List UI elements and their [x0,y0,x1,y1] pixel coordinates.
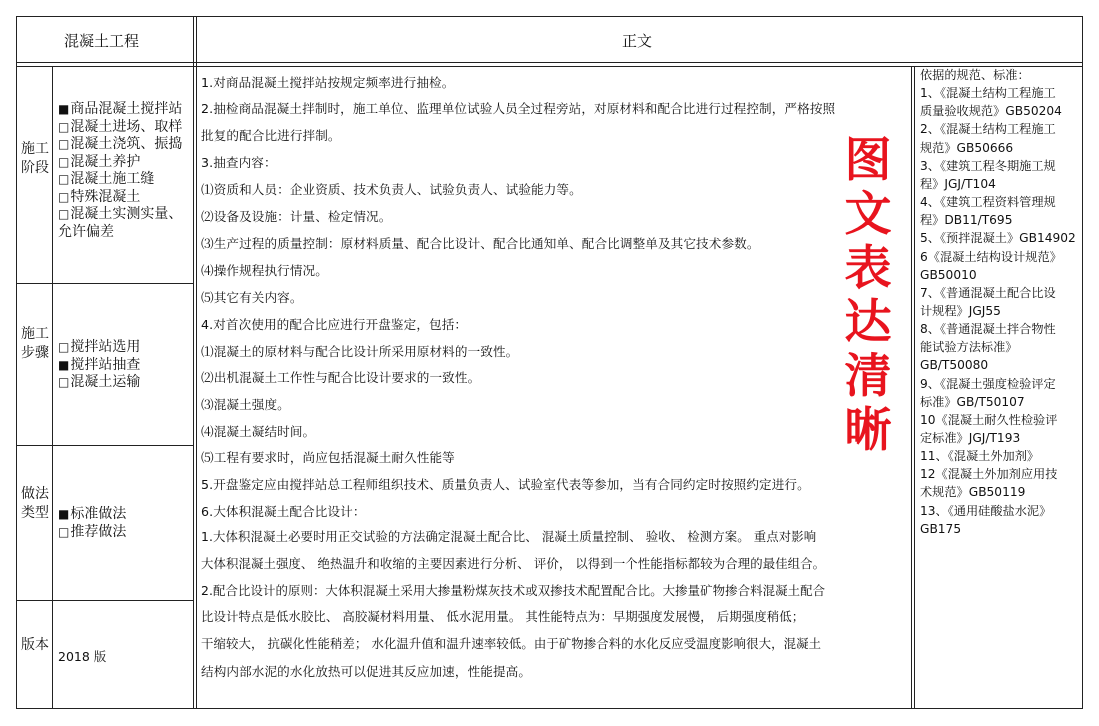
option-label: 混凝土浇筑、振捣 [70,136,183,152]
reference-line: 能试验方法标准》 [920,340,1018,355]
body-line: 2.抽检商品混凝土拌制时，施工单位、监理单位试验人员全过程旁站，对原材料和配合比进行过程控制，严格按照 [201,101,836,116]
reference-line: GB175 [920,521,962,536]
selected-square-icon: ■ [58,102,70,116]
reference-line: GB/T50080 [920,358,989,373]
body-line: ⑵设备及设施：计量、检定情况。 [201,209,392,224]
reference-line: 计规程》JGJ55 [920,303,1001,318]
version-value: 2018 版 [58,649,107,664]
stage-label-construction-phase [17,140,53,178]
checkbox-icon: □ [58,189,70,204]
option-label: 商品混凝土搅拌站 [70,101,183,117]
stage-label-text: 做法 类型 [21,486,49,521]
reference-line: GB50010 [920,267,977,282]
body-line: 4.对首次使用的配合比应进行开盘鉴定，包括： [201,317,468,332]
reference-line: 11、《混凝土外加剂》 [920,449,1040,464]
option-label: 混凝土进场、取样 [70,118,183,135]
reference-line: 4、《建筑工程资料管理规 [920,195,1056,210]
option-item[interactable] [58,374,140,392]
selected-square-icon: ■ [58,507,70,521]
reference-line: 6《混凝土结构设计规范》 [920,249,1062,264]
reference-line: 7、《普通混凝土配合比设 [920,285,1056,300]
stamp-char: 晰 [844,403,892,458]
body-line: ⑴资质和人员：企业资质、技术负责人、试验负责人、试验能力等。 [201,182,582,197]
option-item-continuation [58,224,182,242]
reference-line: 3、《建筑工程冬期施工规 [920,158,1056,173]
body-line: ⑶生产过程的质量控制：原材料质量、配合比设计、配合比通知单、配合比调整单及其它技术参数。 [201,236,760,251]
option-item[interactable] [58,206,182,224]
option-item[interactable] [58,119,182,137]
option-label: 标准做法 [70,506,127,522]
option-label: 混凝土施工缝 [70,171,155,187]
stage-label-construction-steps [17,325,53,363]
stage-label-text: 施工 步骤 [21,326,49,361]
option-label: 混凝土运输 [70,374,141,390]
body-line: ⑵出机混凝土工作性与配合比设计要求的一致性。 [201,370,481,385]
option-item[interactable] [58,506,126,524]
body-line: 比设计特点是低水胶比、 高胶凝材料用量、 低水泥用量。 其性能特点为：早期强度发展慢， 后期强度稍低； [201,609,805,624]
header-left-title: 混凝土工程 [64,32,140,50]
stage-label-method-type [17,485,53,523]
stage-label-text: 施工 阶段 [21,141,49,176]
body-line: ⑸其它有关内容。 [201,290,303,305]
stamp-char: 清 [844,349,892,404]
body-line: 干缩较大， 抗碳化性能稍差； 水化温升值和温升速率较低。由于矿物掺合料的水化反应受温度影响很大，混凝土 [201,636,822,651]
option-label: 特殊混凝土 [70,188,141,205]
checkbox-icon: □ [58,524,70,539]
body-line: 1.大体积混凝土必要时用正交试验的方法确定混凝土配合比、 混凝土质量控制、 验收、 检测方案。 重点对影响 [201,529,817,544]
reference-line: 定标准》JGJ/T193 [920,431,1021,445]
stage-label-text: 版本 [21,637,49,653]
body-line: 6.大体积混凝土配合比设计： [201,504,366,519]
option-label: 推荐做法 [70,523,127,540]
selected-square-icon: ■ [58,357,70,372]
body-line: ⑸工程有要求时，尚应包括混凝土耐久性能等 [201,450,455,465]
reference-line: 程》DB11/T695 [920,213,1013,228]
option-item[interactable] [58,171,182,189]
option-item[interactable] [58,339,140,357]
stamp-char: 图 [844,133,892,188]
reference-line: 程》JGJ/T104 [920,176,996,191]
stamp-char: 达 [844,295,892,350]
option-item[interactable] [58,524,126,542]
option-label: 搅拌站选用 [70,339,141,355]
checkbox-icon: □ [58,172,70,186]
body-line: 5.开盘鉴定应由搅拌站总工程师组织技术、质量负责人、试验室代表等参加，当有合同约定时按照约定进行。 [201,477,810,492]
reference-line: 2、《混凝土结构工程施工 [920,122,1056,137]
body-line: ⑶混凝土强度。 [201,397,290,412]
stage-options-construction-phase [58,101,182,241]
body-line: ⑴混凝土的原材料与配合比设计所采用原材料的一致性。 [201,344,519,359]
option-label: 搅拌站抽查 [70,356,141,373]
option-item[interactable] [58,101,182,119]
reference-line: 12《混凝土外加剂应用技 [920,467,1058,482]
option-item[interactable] [58,154,182,172]
body-line: 结构内部水泥的水化放热可以促进其反应加速，性能提高。 [201,664,532,679]
body-line: 3.抽查内容： [201,155,277,170]
option-label: 允许偏差 [58,223,114,240]
checkbox-icon: □ [58,137,70,151]
option-label: 混凝土实测实量、 [70,206,183,222]
stamp-char: 表 [844,241,892,296]
highlight-stamp [838,134,898,458]
reference-line: 10《混凝土耐久性检验评 [920,412,1058,427]
checkbox-icon: □ [58,154,70,169]
stamp-char: 文 [844,187,892,242]
stage-options-method-type [58,506,126,541]
reference-line: 1、《混凝土结构工程施工 [920,86,1056,101]
option-label: 混凝土养护 [70,153,141,170]
stage-label-version [17,636,53,655]
reference-line: 术规范》GB50119 [920,485,1026,500]
reference-line: 规范》GB50666 [920,140,1014,155]
checkbox-icon: □ [58,340,70,354]
reference-line: 13、《通用硅酸盐水泥》 [920,503,1052,518]
body-line: 1.对商品混凝土搅拌站按规定频率进行抽检。 [201,75,455,90]
header-right-title: 正文 [622,32,653,50]
body-line: ⑷混凝土凝结时间。 [201,424,316,439]
reference-line: 5、《预拌混凝土》GB14902 [920,231,1076,246]
reference-line: 依据的规范、标准： [920,68,1030,82]
reference-line: 质量验收规范》GB50204 [920,104,1062,119]
body-line: 2.配合比设计的原则：大体积混凝土采用大掺量粉煤灰技术或双掺技术配置配合比。大掺量矿物掺合料混凝土配合 [201,583,826,598]
reference-line: 9、《混凝土强度检验评定 [920,376,1056,391]
option-item[interactable] [58,136,182,154]
body-line: ⑷操作规程执行情况。 [201,263,328,278]
option-item[interactable] [58,189,182,207]
checkbox-icon: □ [58,119,70,134]
reference-line: 8、《普通混凝土拌合物性 [920,322,1056,337]
body-line: 批复的配合比进行拌制。 [201,128,341,143]
stage-options-construction-steps [58,339,140,392]
body-line: 大体积混凝土强度、 绝热温升和收缩的主要因素进行分析、 评价， 以得到一个性能指标都较为合理的最佳组合。 [201,556,826,571]
reference-line: 标准》GB/T50107 [920,394,1025,409]
option-item[interactable] [58,357,140,375]
checkbox-icon: □ [58,375,70,389]
checkbox-icon: □ [58,207,70,221]
